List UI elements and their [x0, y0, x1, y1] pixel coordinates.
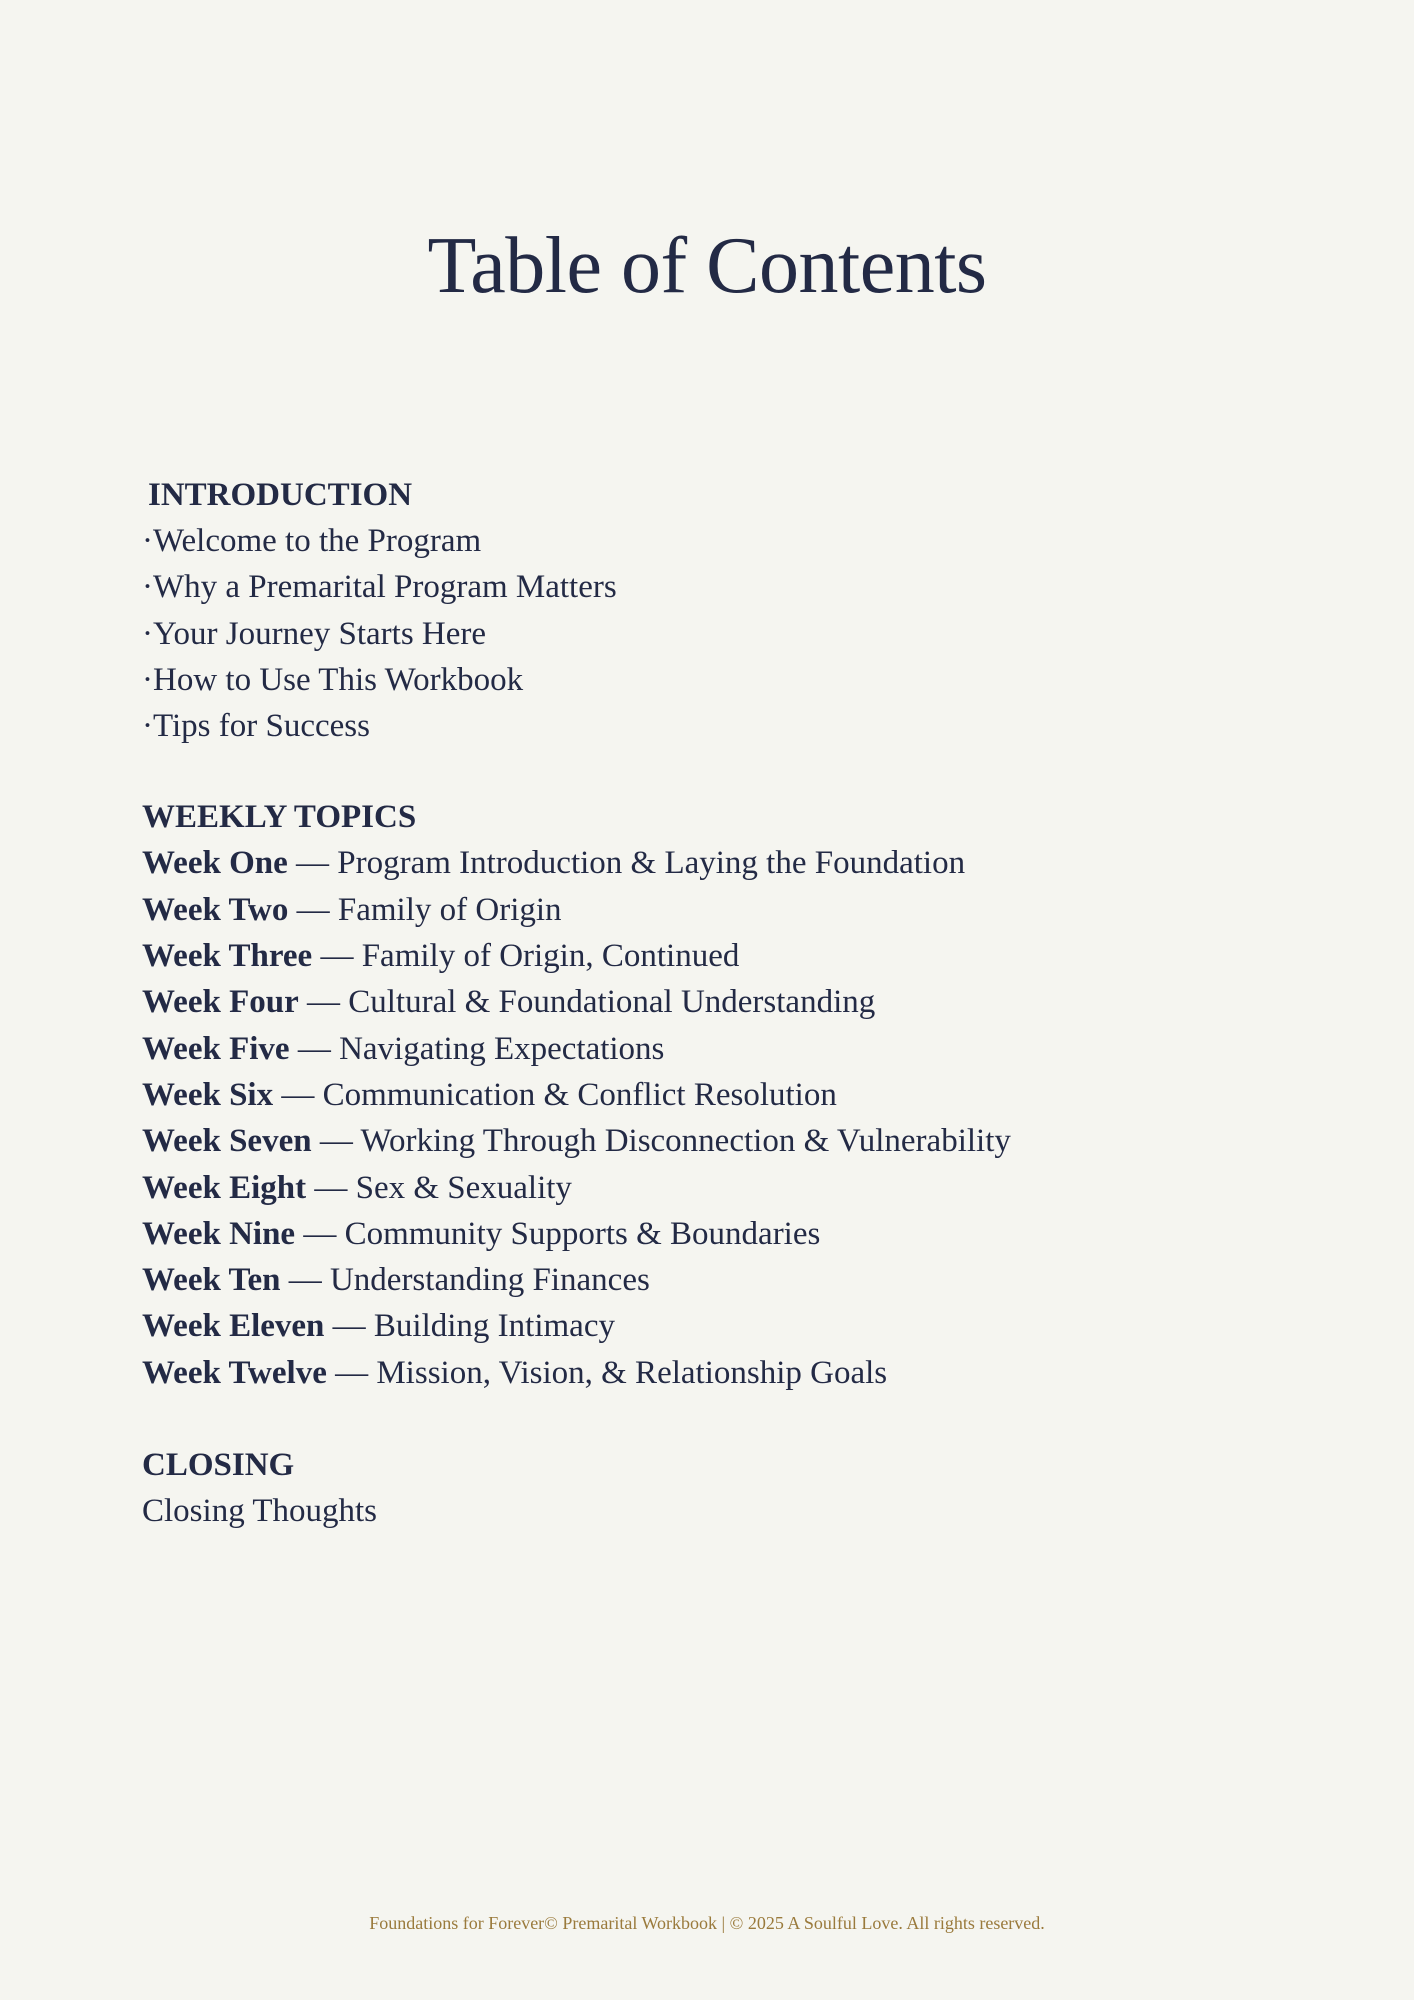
section-spacer: [142, 749, 1292, 794]
toc-entry[interactable]: [142, 564, 1292, 610]
introduction-list: [142, 518, 1292, 749]
section-heading-introduction: INTRODUCTION: [148, 477, 413, 513]
weekly-topics-list: [142, 840, 1292, 1396]
week-topic: Communication & Conflict Resolution: [322, 1076, 837, 1113]
toc-entry-week[interactable]: [142, 979, 1292, 1025]
entry-label: Why a Premarital Program Matters: [153, 569, 617, 606]
bullet: ·: [142, 661, 153, 698]
entry-label: Welcome to the Program: [153, 523, 482, 559]
week-topic: Family of Origin: [337, 891, 562, 928]
week-label: Week Four: [142, 984, 299, 1021]
em-dash-separator: —: [306, 1169, 356, 1206]
toc-entry[interactable]: [142, 657, 1292, 703]
closing-list: [142, 1488, 1292, 1534]
week-label: Week Six: [142, 1076, 274, 1113]
entry-label: Your Journey Starts Here: [153, 615, 487, 652]
em-dash-separator: —: [295, 1215, 345, 1252]
toc-entry[interactable]: [142, 1488, 1292, 1534]
bullet: ·: [142, 615, 153, 652]
entry-label: Closing Thoughts: [142, 1493, 378, 1530]
toc-entry-week[interactable]: [142, 1257, 1292, 1303]
em-dash-separator: —: [273, 1076, 323, 1113]
toc-entry-week[interactable]: [142, 1026, 1292, 1072]
em-dash-separator: —: [324, 1308, 374, 1345]
em-dash-separator: —: [326, 1354, 377, 1391]
week-topic: Family of Origin, Continued: [361, 938, 740, 975]
week-label: Week Seven: [142, 1123, 312, 1160]
week-topic: Navigating Expectations: [339, 1030, 665, 1067]
week-label: Week Ten: [142, 1262, 281, 1299]
toc-entry-week[interactable]: [142, 840, 1292, 886]
week-label: Week Eleven: [142, 1308, 325, 1345]
week-topic: Sex & Sexuality: [355, 1169, 572, 1206]
week-topic: Understanding Finances: [329, 1262, 650, 1299]
em-dash-separator: —: [288, 891, 338, 928]
toc-entry-week[interactable]: [142, 1303, 1292, 1349]
week-label: Week Five: [142, 1030, 290, 1067]
week-topic: Community Supports & Boundaries: [344, 1215, 821, 1252]
week-label: Week Twelve: [142, 1354, 327, 1391]
section-heading-closing: CLOSING: [142, 1447, 295, 1484]
week-topic: Mission, Vision, & Relationship Goals: [376, 1354, 888, 1391]
em-dash-separator: —: [311, 1123, 361, 1160]
section-spacer: [142, 1396, 1292, 1442]
em-dash-separator: —: [312, 938, 362, 975]
week-label: Week Eight: [142, 1169, 307, 1206]
bullet: ·: [142, 708, 153, 745]
toc-entry[interactable]: [142, 703, 1292, 749]
toc-entry-week[interactable]: [142, 1350, 1292, 1396]
toc-entry-week[interactable]: [142, 933, 1292, 979]
bullet: ·: [142, 523, 153, 559]
toc-entry[interactable]: [142, 611, 1292, 657]
toc-entry-week[interactable]: [142, 1118, 1292, 1164]
toc-entry-week[interactable]: [142, 887, 1292, 933]
week-label: Week Two: [142, 891, 289, 928]
toc-entry[interactable]: [142, 518, 1292, 564]
section-heading-weekly-topics: WEEKLY TOPICS: [142, 799, 417, 836]
footer-copyright: Foundations for Forever© Premarital Workbook | © 2025 A Soulful Love. All rights reserved.: [369, 1913, 1045, 1933]
toc-entry-week[interactable]: [142, 1165, 1292, 1211]
page-title: Table of Contents: [427, 222, 987, 310]
bullet: ·: [142, 569, 153, 606]
table-of-contents: [142, 472, 1292, 1534]
em-dash-separator: —: [289, 1030, 340, 1067]
week-label: Week One: [142, 845, 288, 882]
em-dash-separator: —: [287, 845, 338, 882]
entry-label: Tips for Success: [153, 708, 370, 745]
toc-entry-week[interactable]: [142, 1072, 1292, 1118]
week-topic: Building Intimacy: [373, 1308, 615, 1345]
week-topic: Working Through Disconnection & Vulnerability: [360, 1123, 1011, 1160]
week-topic: Cultural & Foundational Understanding: [348, 984, 876, 1021]
week-topic: Program Introduction & Laying the Foundation: [337, 845, 966, 882]
week-label: Week Three: [142, 938, 313, 975]
em-dash-separator: —: [280, 1262, 330, 1299]
toc-entry-week[interactable]: [142, 1211, 1292, 1257]
week-label: Week Nine: [142, 1215, 296, 1252]
em-dash-separator: —: [298, 984, 349, 1021]
entry-label: How to Use This Workbook: [153, 661, 524, 698]
